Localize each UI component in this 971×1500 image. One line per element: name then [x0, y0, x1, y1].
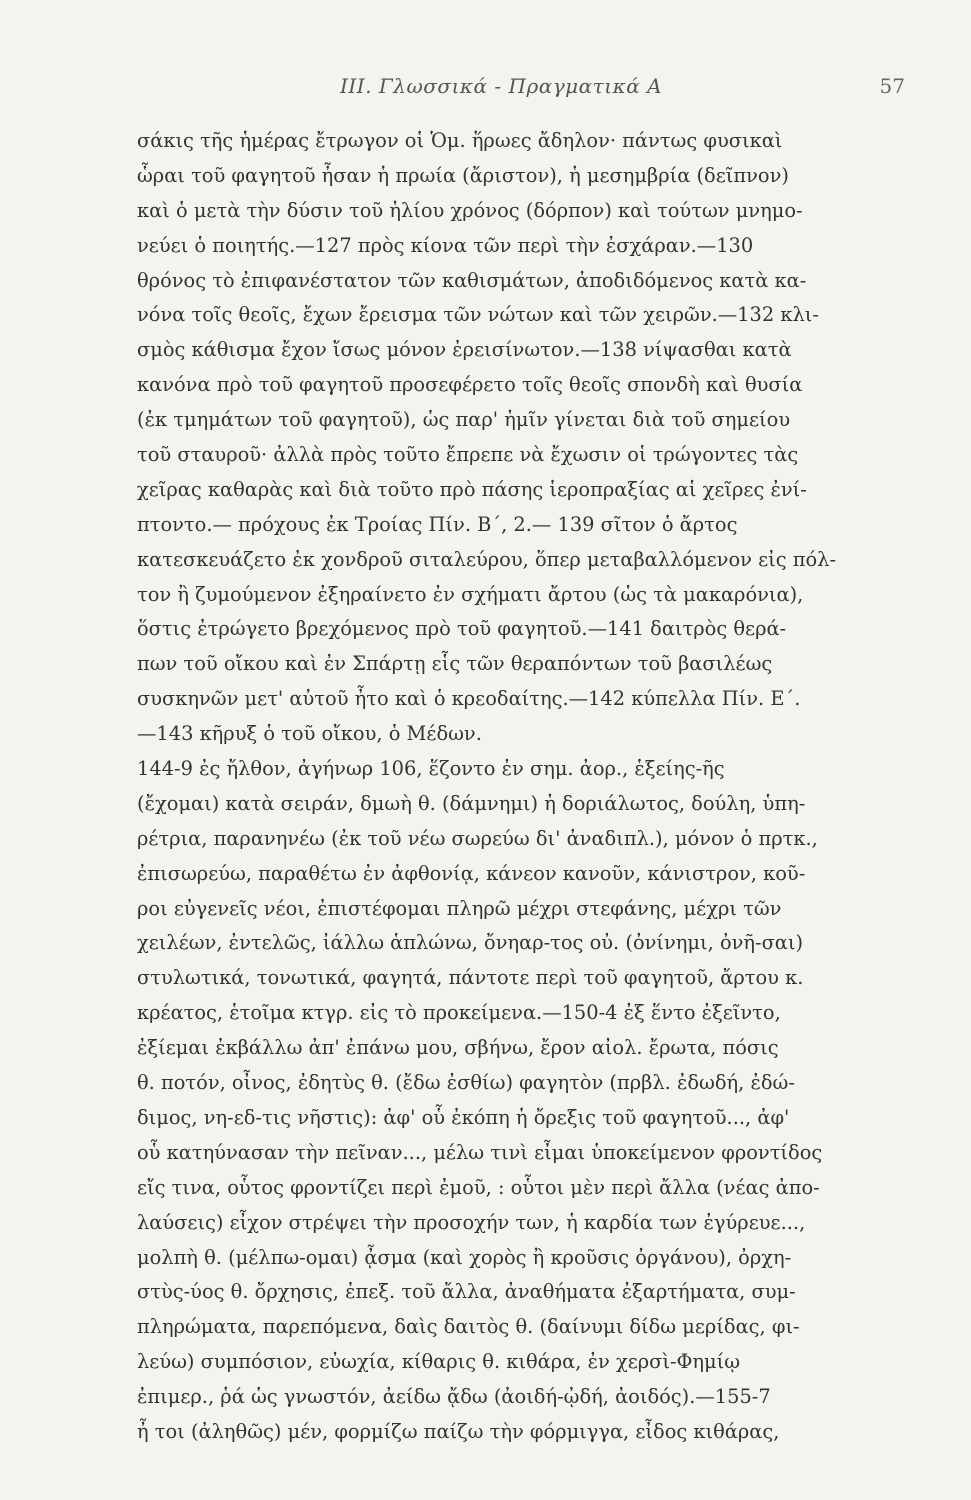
text-line: ροι εὐγενεῖς νέοι, ἐπιστέφομαι πληρῶ μέχρι στεφάνης, μέχρι τῶν: [137, 896, 782, 920]
text-line: κανόνα πρὸ τοῦ φαγητοῦ προσεφέρετο τοῖς θεοῖς σπονδὴ καὶ θυσία: [137, 373, 803, 397]
text-line: λεύω) συμπόσιον, εὐωχία, κίθαρις θ. κιθάρα, ἐν χερσὶ-Φημίῳ: [137, 1350, 741, 1374]
text-line: συσκηνῶν μετ' αὐτοῦ ἦτο καὶ ὁ κρεοδαίτης.—142 κύπελλα Πίν. Ε΄.: [137, 687, 801, 711]
text-line: καὶ ὁ μετὰ τὴν δύσιν τοῦ ἡλίου χρόνος (δόρπον) καὶ τούτων μνημο-: [137, 198, 803, 222]
text-line: πληρώματα, παρεπόμενα, δαὶς δαιτὸς θ. (δαίνυμι δίδω μερίδας, φι-: [137, 1315, 800, 1339]
text-line: (ἐκ τμημάτων τοῦ φαγητοῦ), ὡς παρ' ἡμῖν γίνεται διὰ τοῦ σημείου: [137, 408, 791, 432]
text-line: χεῖρας καθαρὰς καὶ διὰ τοῦτο πρὸ πάσης ἱεροπραξίας αἱ χεῖρες ἐνί-: [137, 477, 807, 501]
text-line: κατεσκευάζετο ἐκ χονδροῦ σιταλεύρου, ὅπερ μεταβαλλόμενον εἰς πόλ-: [137, 547, 837, 571]
text-line: (ἔχομαι) κατὰ σειράν, δμωὴ θ. (δάμνημι) ἡ δοριάλωτος, δούλη, ὑπη-: [137, 791, 806, 815]
text-line: τον ἢ ζυμούμενον ἐξηραίνετο ἐν σχήματι ἄρτου (ὡς τὰ μακαρόνια),: [137, 582, 804, 606]
text-line: χειλέων, ἐντελῶς, ἰάλλω ἁπλώνω, ὄνηαρ-τος οὐ. (ὀνίνημι, ὀνῆ-σαι): [137, 931, 804, 955]
commentary-text: [137, 124, 907, 1450]
text-line: ἦ τοι (ἀληθῶς) μέν, φορμίζω παίζω τὴν φόρμιγγα, εἶδος κιθάρας,: [137, 1419, 780, 1443]
text-line: ἐξίεμαι ἐκβάλλω ἀπ' ἐπάνω μου, σβήνω, ἔρον αἰολ. ἔρωτα, πόσις: [137, 1036, 779, 1060]
page-header: [0, 70, 971, 104]
text-line: τοῦ σταυροῦ· ἀλλὰ πρὸς τοῦτο ἔπρεπε νὰ ἔχωσιν οἱ τρώγοντες τὰς: [137, 443, 799, 467]
text-line: πων τοῦ οἴκου καὶ ἐν Σπάρτῃ εἷς τῶν θεραπόντων τοῦ βασιλέως: [137, 652, 773, 676]
page-number: 57: [879, 74, 905, 98]
running-head: III. Γλωσσικά - Πραγματικά Α: [340, 74, 663, 98]
text-line: λαύσεις) εἶχον στρέψει τὴν προσοχήν των, ἡ καρδία των ἐγύρευε...,: [137, 1210, 806, 1234]
text-line: —143 κῆρυξ ὁ τοῦ οἴκου, ὁ Μέδων.: [137, 722, 482, 746]
text-line: ρέτρια, παρανηνέω (ἐκ τοῦ νέω σωρεύω δι' ἀναδιπλ.), μόνον ὁ πρτκ.,: [137, 826, 818, 850]
text-line: θρόνος τὸ ἐπιφανέστατον τῶν καθισμάτων, ἀποδιδόμενος κατὰ κα-: [137, 268, 807, 292]
text-line: μολπὴ θ. (μέλπω-ομαι) ᾆσμα (καὶ χορὸς ἢ κροῦσις ὀργάνου), ὀρχη-: [137, 1245, 792, 1269]
text-line: ἐπιμερ., ῥά ὡς γνωστόν, ἀείδω ᾄδω (ἀοιδή-ᾠδή, ἀοιδός).—155-7: [137, 1385, 771, 1409]
text-line: πτοντο.— πρόχους ἐκ Τροίας Πίν. Β΄, 2.— 139 σῖτον ὁ ἄρτος: [137, 512, 738, 536]
text-line: εἴς τινα, οὗτος φροντίζει περὶ ἐμοῦ, : οὗτοι μὲν περὶ ἄλλα (νέας ἀπο-: [137, 1175, 820, 1199]
text-line: διμος, νη-εδ-τις νῆστις): ἀφ' οὗ ἐκόπη ἡ ὄρεξις τοῦ φαγητοῦ..., ἀφ': [137, 1105, 790, 1129]
text-line: θ. ποτόν, οἶνος, ἐδητὺς θ. (ἔδω ἐσθίω) φαγητὸν (πρβλ. ἐδωδή, ἐδώ-: [137, 1071, 795, 1095]
text-line: ἐπισωρεύω, παραθέτω ἐν ἀφθονίᾳ, κάνεον κανοῦν, κάνιστρον, κοῦ-: [137, 861, 806, 885]
text-line: στυλωτικά, τονωτικά, φαγητά, πάντοτε περὶ τοῦ φαγητοῦ, ἄρτου κ.: [137, 966, 804, 990]
text-line: ὧραι τοῦ φαγητοῦ ἦσαν ἡ πρωία (ἄριστον), ἡ μεσημβρία (δεῖπνον): [137, 163, 789, 187]
text-line: σμὸς κάθισμα ἔχον ἴσως μόνον ἐρεισίνωτον.—138 νίψασθαι κατὰ: [137, 338, 792, 362]
text-line: νόνα τοῖς θεοῖς, ἔχων ἔρεισμα τῶν νώτων καὶ τῶν χειρῶν.—132 κλι-: [137, 303, 819, 327]
text-line: κρέατος, ἑτοῖμα κτγρ. εἰς τὸ προκείμενα.—150-4 ἐξ ἕντο ἐξεῖντο,: [137, 1001, 781, 1025]
text-line: ὅστις ἐτρώγετο βρεχόμενος πρὸ τοῦ φαγητοῦ.—141 δαιτρὸς θερά-: [137, 617, 787, 641]
text-line: νεύει ὁ ποιητής.—127 πρὸς κίονα τῶν περὶ τὴν ἐσχάραν.—130: [137, 233, 754, 257]
text-line: 144-9 ἐς ἤλθον, ἀγήνωρ 106, ἕζοντο ἐν σημ. ἀορ., ἑξείης-ῆς: [137, 757, 725, 781]
text-line: οὗ κατηύνασαν τὴν πεῖναν..., μέλω τινὶ εἶμαι ὑποκείμενον φροντίδος: [137, 1140, 823, 1164]
text-line: σάκις τῆς ἡμέρας ἔτρωγον οἱ Ὁμ. ἥρωες ἄδηλον· πάντως φυσικαὶ: [137, 129, 783, 152]
text-line: στὺς-ύος θ. ὄρχησις, ἐπεξ. τοῦ ἄλλα, ἀναθήματα ἐξαρτήματα, συμ-: [137, 1280, 796, 1304]
